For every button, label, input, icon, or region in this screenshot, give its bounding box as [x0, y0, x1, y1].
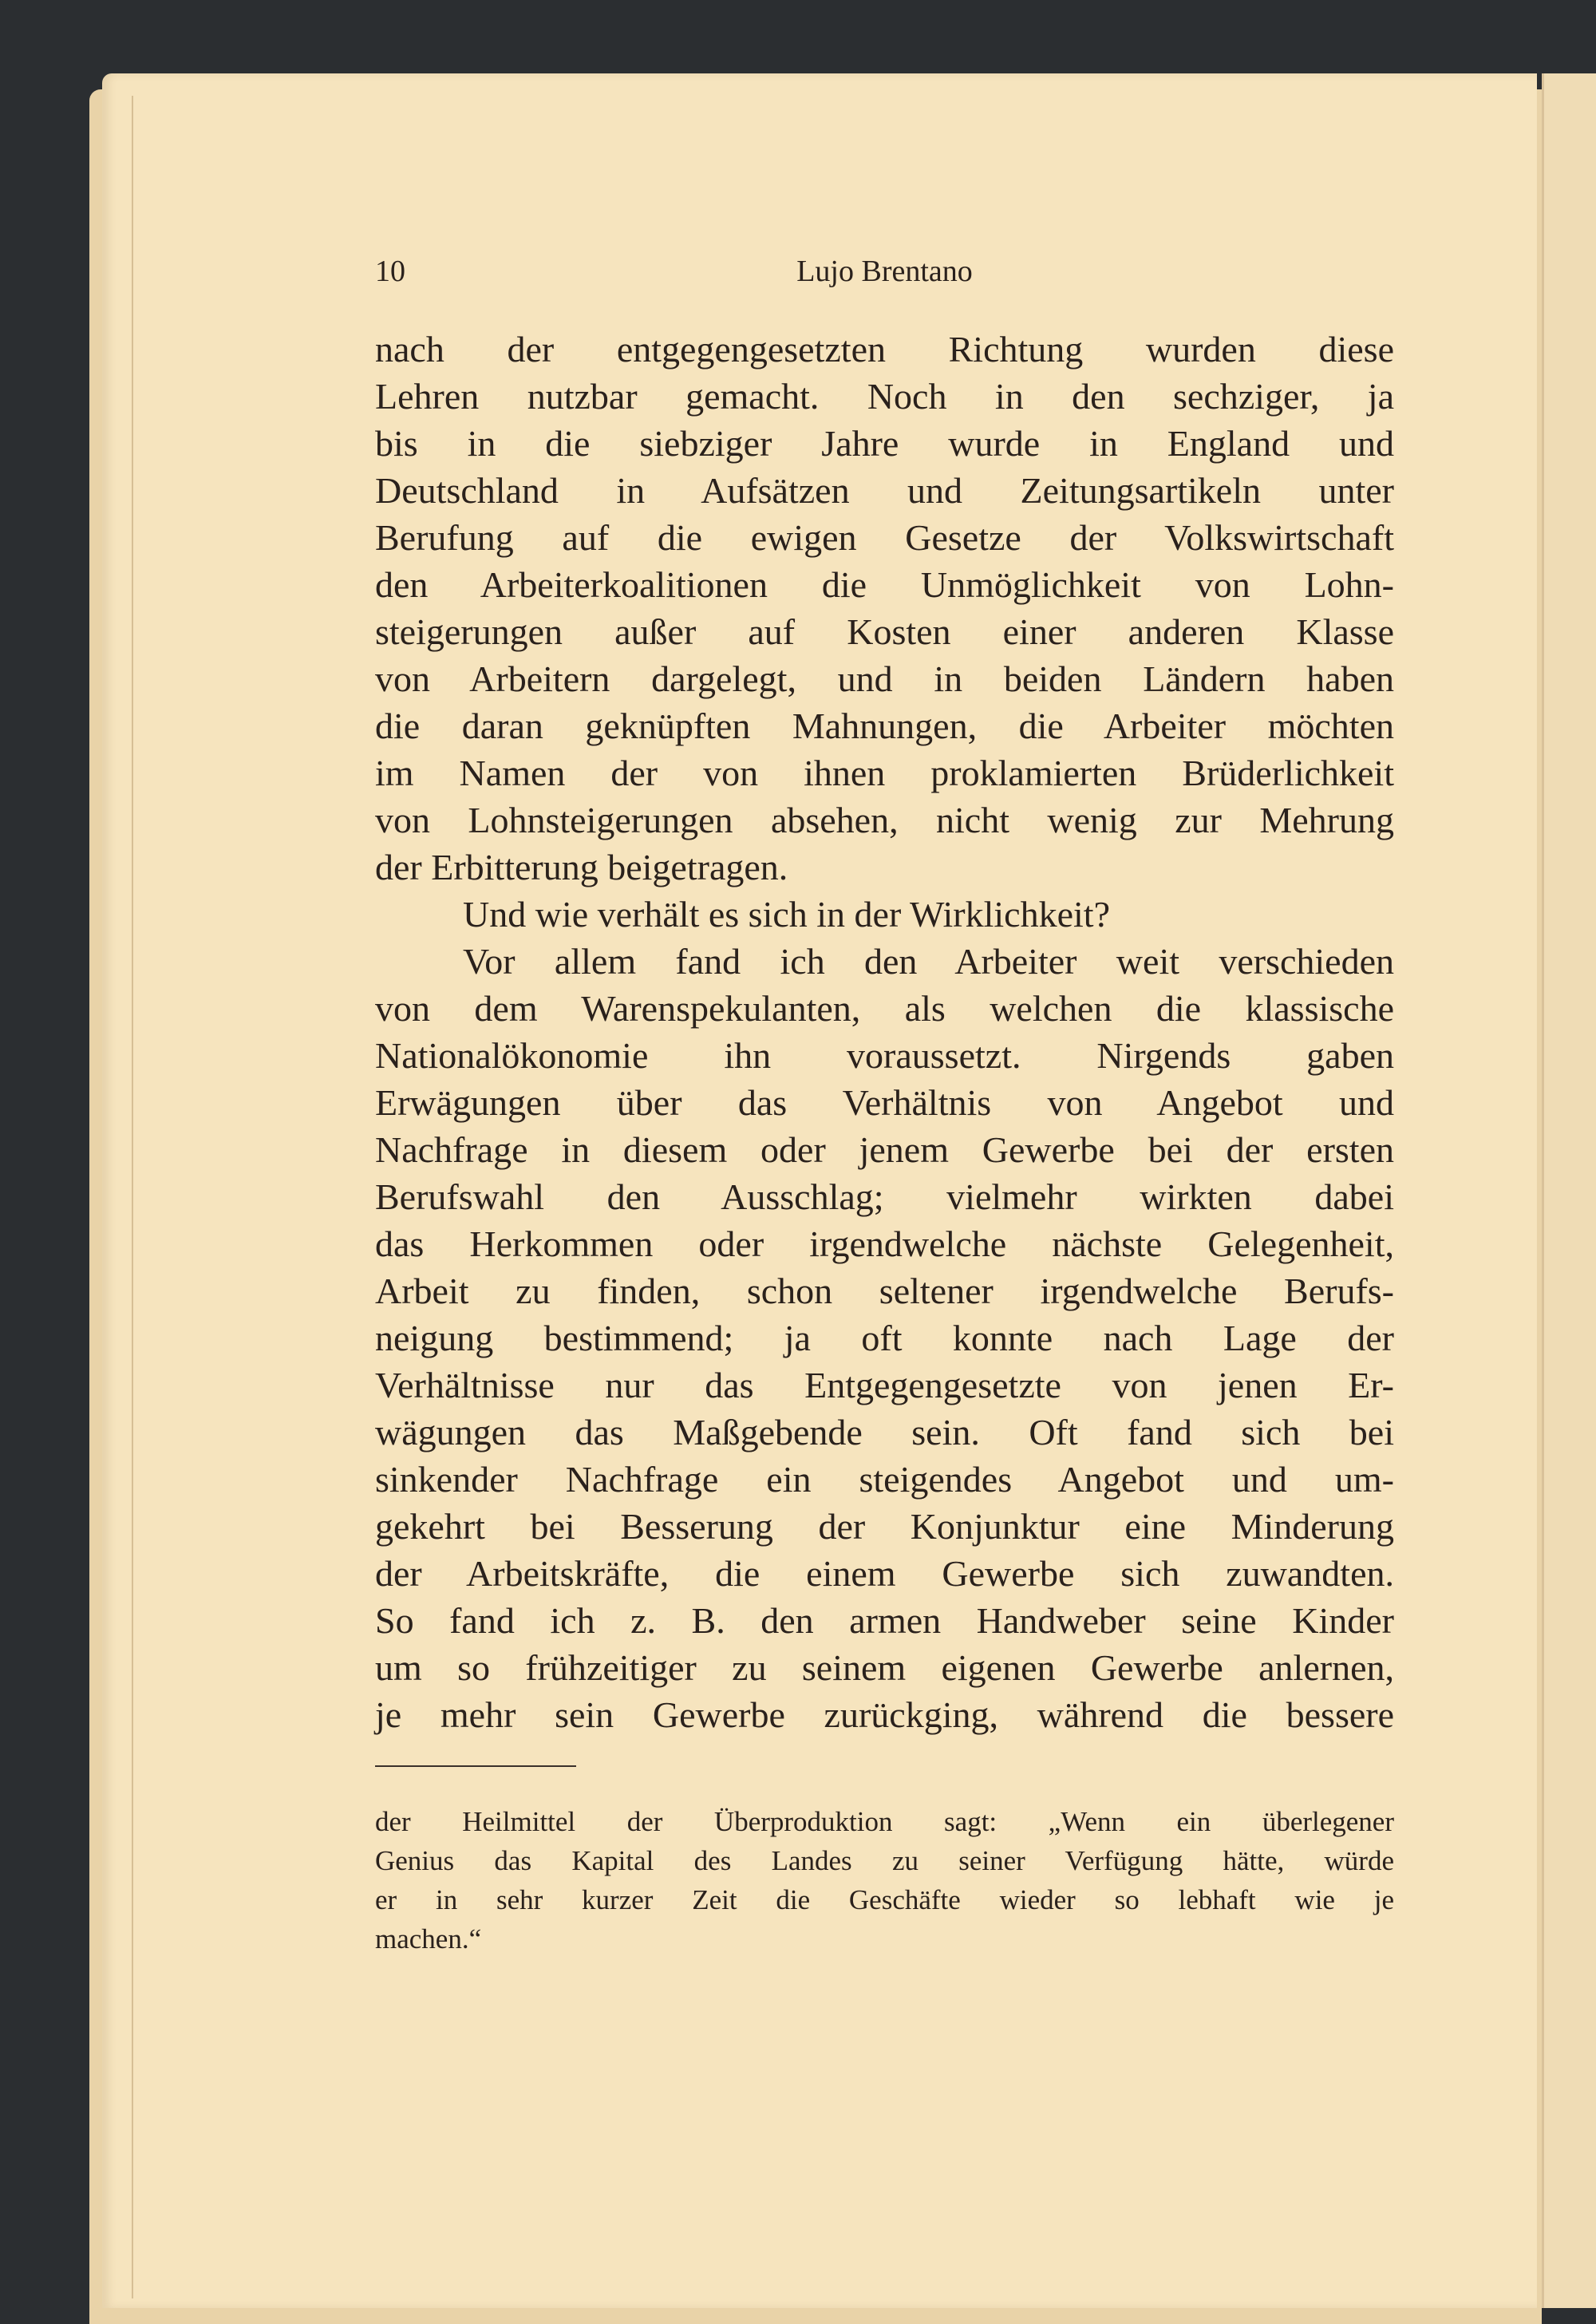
- text-line: bis in die siebziger Jahre wurde in England und: [375, 423, 1394, 464]
- text-line: wägungen das Maßgebende sein. Oft fand sich bei: [375, 1412, 1394, 1452]
- page-number: 10: [375, 255, 405, 288]
- running-head: Lujo Brentano: [796, 255, 973, 288]
- text-line: Deutschland in Aufsätzen und Zeitungsartikeln unter: [375, 470, 1394, 511]
- text-line: Nachfrage in diesem oder jenem Gewerbe bei der ersten: [375, 1129, 1394, 1170]
- text-line: sinkender Nachfrage ein steigendes Angebot und um-: [375, 1459, 1394, 1500]
- page-edge: [132, 96, 133, 2298]
- text-line: je mehr sein Gewerbe zurückging, während die bessere: [375, 1694, 1394, 1735]
- text-line: Und wie verhält es sich in der Wirklichkeit?: [463, 894, 1110, 935]
- facing-page-edge: [1542, 73, 1596, 2308]
- text-line: der Arbeitskräfte, die einem Gewerbe sich zuwandten.: [375, 1553, 1394, 1594]
- text-line: Berufswahl den Ausschlag; vielmehr wirkten dabei: [375, 1176, 1394, 1217]
- text-line: das Herkommen oder irgendwelche nächste Gelegenheit,: [375, 1223, 1394, 1264]
- text-line: Lehren nutzbar gemacht. Noch in den sechziger, ja: [375, 376, 1394, 417]
- body-text: [375, 326, 1394, 1738]
- text-line: neigung bestimmend; ja oft konnte nach Lage der: [375, 1318, 1394, 1358]
- text-line: Arbeit zu finden, schon seltener irgendwelche Berufs-: [375, 1271, 1394, 1311]
- text-line: der Erbitterung beigetragen.: [375, 847, 788, 887]
- text-line: Vor allem fand ich den Arbeiter weit verschieden: [463, 941, 1394, 982]
- text-line: von dem Warenspekulanten, als welchen die klassische: [375, 988, 1394, 1029]
- footnote-separator: [375, 1765, 576, 1767]
- footnote-line: machen.“: [375, 1923, 482, 1954]
- text-line: um so frühzeitiger zu seinem eigenen Gewerbe anlernen,: [375, 1647, 1394, 1688]
- text-line: Erwägungen über das Verhältnis von Angebot und: [375, 1082, 1394, 1123]
- text-line: von Lohnsteigerungen absehen, nicht wenig zur Mehrung: [375, 800, 1394, 840]
- footnote-line: der Heilmittel der Überproduktion sagt: „Wenn ein überlegener: [375, 1806, 1394, 1837]
- text-line: nach der entgegengesetzten Richtung wurden diese: [375, 329, 1394, 370]
- text-line: von Arbeitern dargelegt, und in beiden Ländern haben: [375, 658, 1394, 699]
- footnote: [375, 1802, 1394, 1958]
- text-line: Nationalökonomie ihn voraussetzt. Nirgends gaben: [375, 1035, 1394, 1076]
- text-line: im Namen der von ihnen proklamierten Brüderlichkeit: [375, 753, 1394, 793]
- footnote-line: er in sehr kurzer Zeit die Geschäfte wieder so lebhaft wie je: [375, 1884, 1394, 1915]
- text-line: den Arbeiterkoalitionen die Unmöglichkeit von Lohn-: [375, 564, 1394, 605]
- page-header: [375, 254, 1394, 294]
- text-line: Berufung auf die ewigen Gesetze der Volkswirtschaft: [375, 517, 1394, 558]
- text-line: Verhältnisse nur das Entgegengesetzte von jenen Er-: [375, 1365, 1394, 1405]
- text-line: die daran geknüpften Mahnungen, die Arbeiter möchten: [375, 706, 1394, 746]
- text-line: steigerungen außer auf Kosten einer anderen Klasse: [375, 611, 1394, 652]
- footnote-line: Genius das Kapital des Landes zu seiner Verfügung hätte, würde: [375, 1845, 1394, 1876]
- text-line: So fand ich z. B. den armen Handweber seine Kinder: [375, 1600, 1394, 1641]
- text-line: gekehrt bei Besserung der Konjunktur eine Minderung: [375, 1506, 1394, 1547]
